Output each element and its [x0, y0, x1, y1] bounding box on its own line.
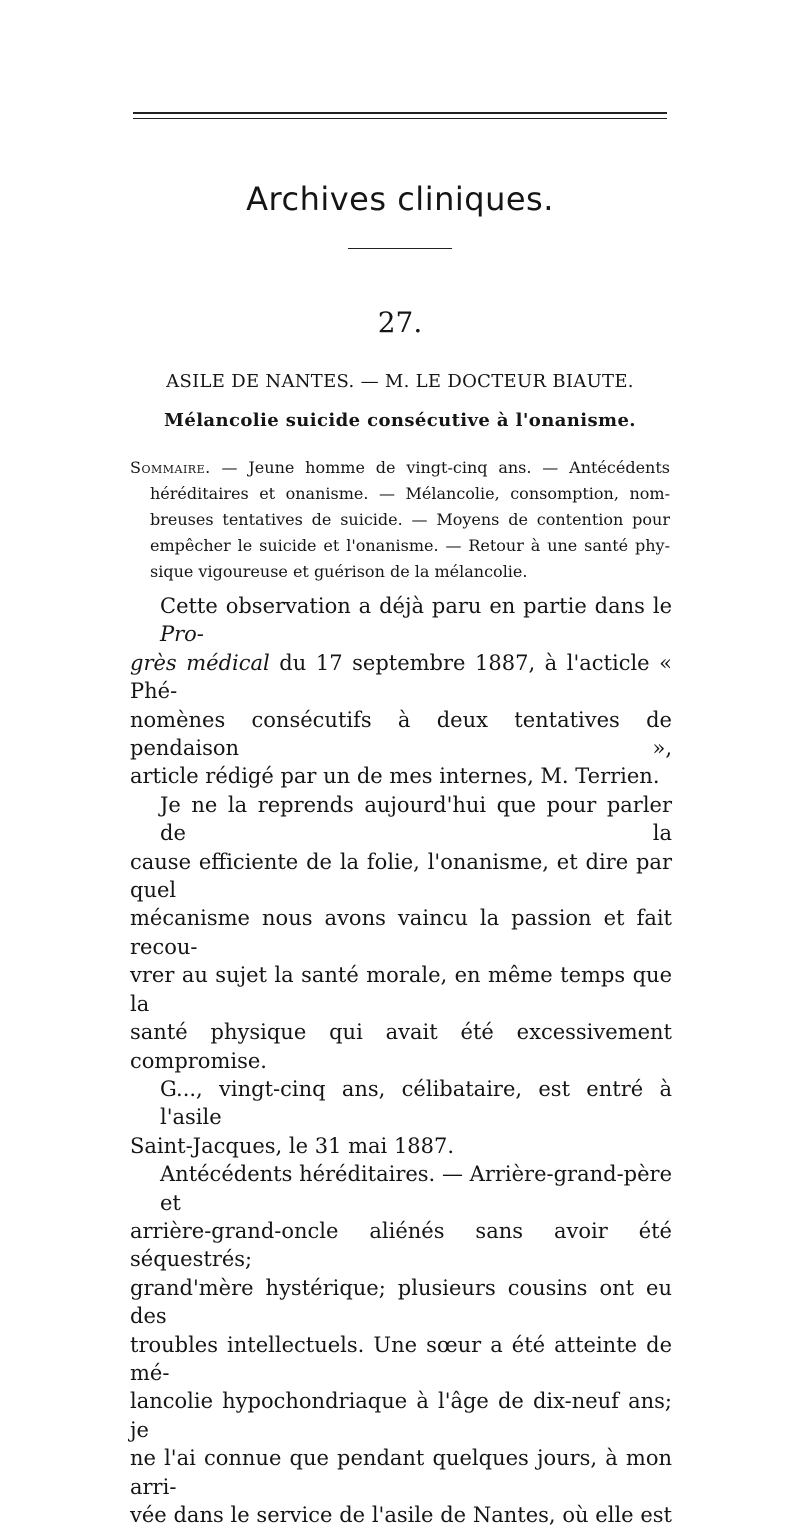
body-line: article rédigé par un de mes internes, M. Terrien.: [130, 764, 660, 789]
body-line: troubles intellectuels. Une sœur a été atteinte de mé-: [130, 1332, 672, 1385]
sommaire-line-2: héréditaires et onanisme. — Mélancolie, consomption, nom-: [150, 484, 670, 503]
body-line: lancolie hypochondriaque à l'âge de dix-neuf ans; je: [130, 1389, 672, 1442]
body-line: arrière-grand-oncle aliénés sans avoir été séquestrés;: [130, 1218, 672, 1272]
body-line: G..., vingt-cinq ans, célibataire, est entré à l'asile: [160, 1076, 672, 1130]
asylum-heading: ASILE DE NANTES. — M. LE DOCTEUR BIAUTE.: [166, 371, 634, 392]
title-underline: [348, 248, 452, 249]
body-line: Je ne la reprends aujourd'hui que pour parler de la: [160, 792, 672, 846]
page-title: Archives cliniques.: [246, 180, 554, 218]
body-text: [130, 592, 672, 1529]
sommaire-block: [130, 455, 670, 585]
sommaire-line-4: empêcher le suicide et l'onanisme. — Retour à une santé phy-: [150, 536, 670, 555]
body-line: nomènes consécutifs à deux tentatives de pendaison »,: [130, 707, 672, 761]
body-line: Saint-Jacques, le 31 mai 1887.: [130, 1133, 455, 1158]
body-line: vrer au sujet la santé morale, en même temps que la: [130, 963, 672, 1016]
case-number: 27.: [377, 306, 423, 339]
body-line: grès médical du 17 septembre 1887, à l'acticle « Phé-: [130, 650, 673, 704]
top-rule: [133, 112, 667, 114]
case-subtitle: Mélancolie suicide consécutive à l'onanisme.: [164, 410, 636, 431]
top-rule-thin: [133, 118, 667, 119]
body-line: vée dans le service de l'asile de Nantes, où elle est: [130, 1503, 672, 1527]
sommaire-label: Sommaire.: [130, 458, 211, 477]
body-line: cause efficiente de la folie, l'onanisme, et dire par quel: [130, 849, 672, 903]
sommaire-line-5: sique vigoureuse et guérison de la mélancolie.: [150, 562, 528, 581]
body-line: santé physique qui avait été excessivement compromise.: [130, 1020, 672, 1073]
body-line: ne l'ai connue que pendant quelques jours, à mon arri-: [130, 1446, 672, 1499]
body-line: Antécédents héréditaires. — Arrière-grand-père et: [160, 1162, 672, 1215]
body-line: Cette observation a déjà paru en partie dans le Pro-: [160, 594, 672, 647]
body-line: grand'mère hystérique; plusieurs cousins ont eu des: [130, 1275, 672, 1329]
body-line: mécanisme nous avons vaincu la passion et fait recou-: [130, 906, 672, 959]
sommaire-line-3: breuses tentatives de suicide. — Moyens de contention pour: [150, 510, 670, 529]
sommaire-line-1: Sommaire. — Jeune homme de vingt-cinq ans. — Antécédents: [130, 458, 670, 477]
